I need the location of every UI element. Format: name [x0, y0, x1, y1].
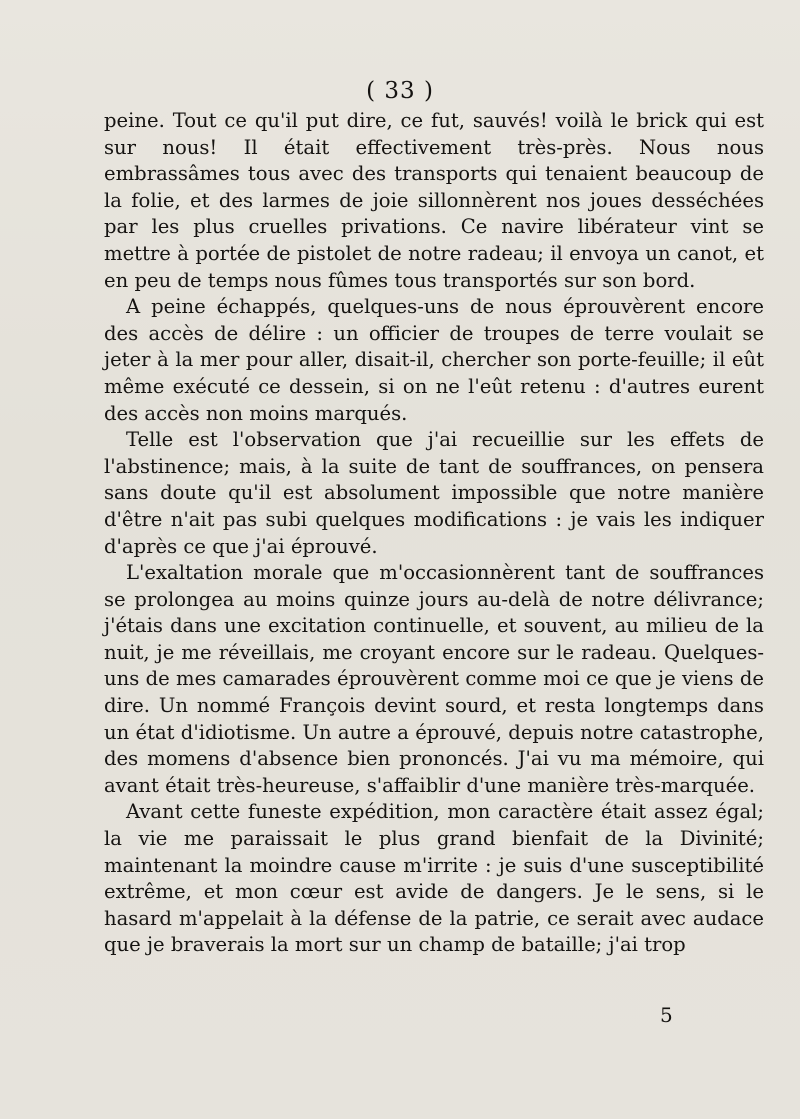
paragraph-1: peine. Tout ce qu'il put dire, ce fut, sauvés! voilà le brick qui est sur nous! Il était effectivement très-près. Nous nous embrassâmes tous avec des transports qui tenaient beaucoup de la folie, et des larmes de joie sillonnèrent nos joues desséchées par les plus cruelles privations. Ce navire libérateur vint se mettre à portée de pistolet de notre radeau; il envoya un canot, et en peu de temps nous fûmes tous transportés sur son bord. [104, 109, 764, 292]
body-text [104, 108, 764, 959]
paragraph-3: Telle est l'observation que j'ai recueillie sur les effets de l'abstinence; mais, à la suite de tant de souffrances, on pensera sans doute qu'il est absolument impossible que notre manière d'être n'ait pas subi quelques modifications : je vais les indiquer d'après ce que j'ai éprouvé. [104, 428, 764, 558]
signature-mark: 5 [660, 1003, 673, 1027]
paragraph-4: L'exaltation morale que m'occasionnèrent tant de souffrances se prolongea au moins quinze jours au-delà de notre délivrance; j'étais dans une excitation continuelle, et souvent, au milieu de la nuit, je me réveillais, me croyant encore sur le radeau. Quelques-uns de mes camarades éprouvèrent comme moi ce que je viens de dire. Un nommé François devint sourd, et resta longtemps dans un état d'idiotisme. Un autre a éprouvé, depuis notre catastrophe, des momens d'absence bien prononcés. J'ai vu ma mémoire, qui avant était très-heureuse, s'affaiblir d'une manière très-marquée. [104, 561, 764, 797]
paragraph-5: Avant cette funeste expédition, mon caractère était assez égal; la vie me paraissait le plus grand bienfait de la Divinité; maintenant la moindre cause m'irrite : je suis d'une susceptibilité extrême, et mon cœur est avide de dangers. Je le sens, si le hasard m'appelait à la défense de la patrie, ce serait avec audace que je braverais la mort sur un champ de bataille; j'ai trop [104, 800, 764, 957]
paragraph-2: A peine échappés, quelques-uns de nous éprouvèrent encore des accès de délire : un officier de troupes de terre voulait se jeter à la mer pour aller, disait-il, chercher son porte-feuille; il eût même exécuté ce dessein, si on ne l'eût retenu : d'autres eurent des accès non moins marqués. [104, 295, 764, 425]
page-number: ( 33 ) [366, 78, 434, 104]
